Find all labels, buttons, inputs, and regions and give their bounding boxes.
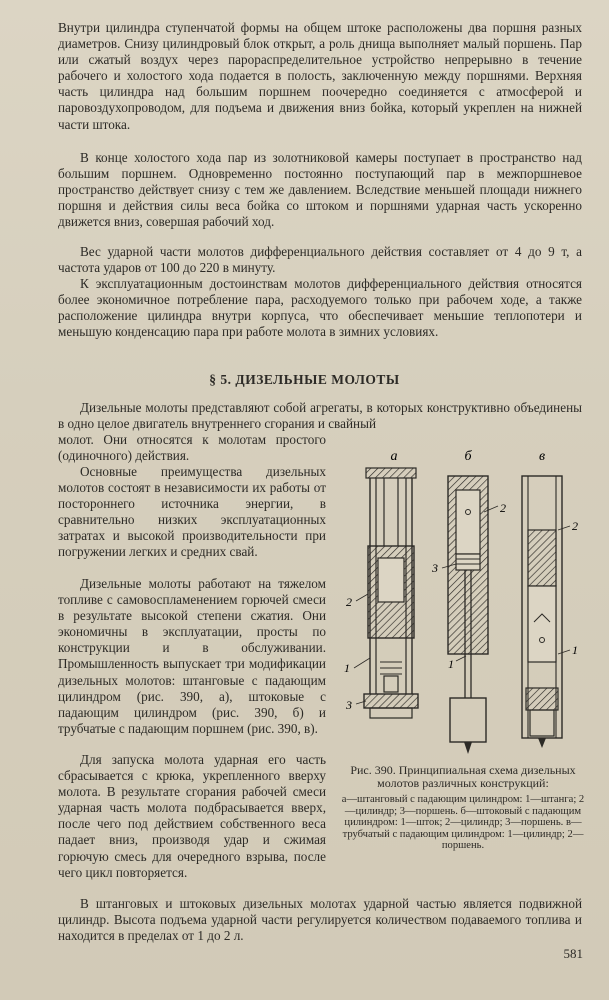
label-b-3: 3 xyxy=(432,561,438,575)
label-b: б xyxy=(464,449,472,464)
section-heading: § 5. ДИЗЕЛЬНЫЕ МОЛОТЫ xyxy=(209,372,400,387)
paragraph-differential-hammer-design: Внутри цилиндра ступенчатой формы на общем штоке расположены два поршня разных диаметров. Снизу цилиндровый блок открыт, а роль днища выполняет малый поршень. Пар или сжатый воздух через парораспределительное устройство непрерывно в течение рабочего и холостого хода подается в полость, заключенную между поршнями. Верхняя часть цилиндра над большим поршнем поочередно соединяется с атмосферой и паровоздухопроводом, для подъема и движения вниз бойка, который укреплен на нижней части штока. xyxy=(58,20,582,132)
paragraph-lift-height: В штанговых и штоковых дизельных молотах ударной частью является подвижной цилиндр. Высота подъема ударной части регулируется количеством подаваемого топлива и находится в пределах от 1 до 2 л. xyxy=(58,896,582,944)
label-a-2: 2 xyxy=(346,595,352,609)
paragraph-idle-stroke: В конце холостого хода пар из золотниковой камеры поступает в пространство над большим поршнем. Одновременно постоянно поступающий пар в межпоршневое пространство действует снизу с тем же давлением. Вследствие меньшей площади нижнего поршня и действия силы веса бойка со штоком и поршнями ударная часть ускоренно движется вниз, совершая рабочий ход. xyxy=(58,150,582,230)
label-v: в xyxy=(538,449,546,464)
label-b-2: 2 xyxy=(500,501,506,515)
diagram-b-piston-rod-hammer xyxy=(431,449,506,754)
figure-390-diagram xyxy=(336,446,588,758)
label-v-1: 1 xyxy=(572,643,578,657)
figure-caption-body: а—штанговый с падающим цилиндром: 1—штанга; 2—цилиндр; 3—поршень. б—штоковый с падающим цилиндром: 1—шток; 2—цилиндр; 3—поршень. в—трубчатый с падающим цилиндром: 1—цилиндр; 2—поршень. xyxy=(341,794,585,852)
label-a-1: 1 xyxy=(344,661,350,675)
label-a: а xyxy=(390,449,398,464)
diagram-v-tubular-hammer xyxy=(522,449,578,748)
paragraph-diesel-operation: Дизельные молоты работают на тяжелом топливе с самовоспламенением горючей смеси в результате высокой степени сжатия. Они экономичны в эксплуатации, просты по конструкции и в обслуживании. Промышленность выпускает три модификации дизельных молотов: штанговые с падающим цилиндром (рис. 390, а), штоковые с падающим цилиндром (рис. 390, б) и трубчатые с падающим поршнем (рис. 390, в). xyxy=(58,576,326,736)
figure-caption-title: Рис. 390. Принципиальная схема дизельных молотов различных конструкций: xyxy=(350,763,576,790)
figure-caption xyxy=(338,764,588,852)
label-a-3: 3 xyxy=(346,698,352,712)
diagram-a-rod-hammer xyxy=(344,449,418,718)
label-b-1: 1 xyxy=(448,657,454,671)
paragraph-diesel-intro: Дизельные молоты представляют собой агрегаты, в которых конструктивно объединены в одно целое двигатель внутреннего сгорания и свайный xyxy=(58,400,582,432)
paragraph-weight-frequency: Вес ударной части молотов дифференциального действия составляет от 4 до 9 т, а частота ударов от 100 до 220 в минуту. xyxy=(58,244,582,276)
paragraph-diesel-advantages: Основные преимущества дизельных молотов состоят в независимости их работы от постороннего источника энергии, в сравнительно низких эксплуатационных затратах и высокой производительности при погружении легких и средних свай. xyxy=(58,464,326,560)
page-number: 581 xyxy=(563,946,583,961)
paragraph-diesel-intro-cont: молот. Они относятся к молотам простого (одиночного) действия. xyxy=(58,432,326,464)
label-v-2: 2 xyxy=(572,519,578,533)
paragraph-advantages-differential: К эксплуатационным достоинствам молотов дифференциального действия относятся более экономичное потребление пара, расходуемого только при рабочем ходе, а также расположение цилиндра внутри корпуса, что обеспечивает меньшие теплопотери и меньшую конденсацию пара при работе молота в зимних условиях. xyxy=(58,276,582,340)
paragraph-diesel-start: Для запуска молота ударная его часть сбрасывается с крюка, укрепленного вверху молота. В результате сгорания рабочей смеси ударная часть молота подбрасывается вверх, после чего под действием собственного веса падает вниз, производя удар и сжимая горючую смесь для очередного взрыва, после чего цикл повторяется. xyxy=(58,752,326,880)
